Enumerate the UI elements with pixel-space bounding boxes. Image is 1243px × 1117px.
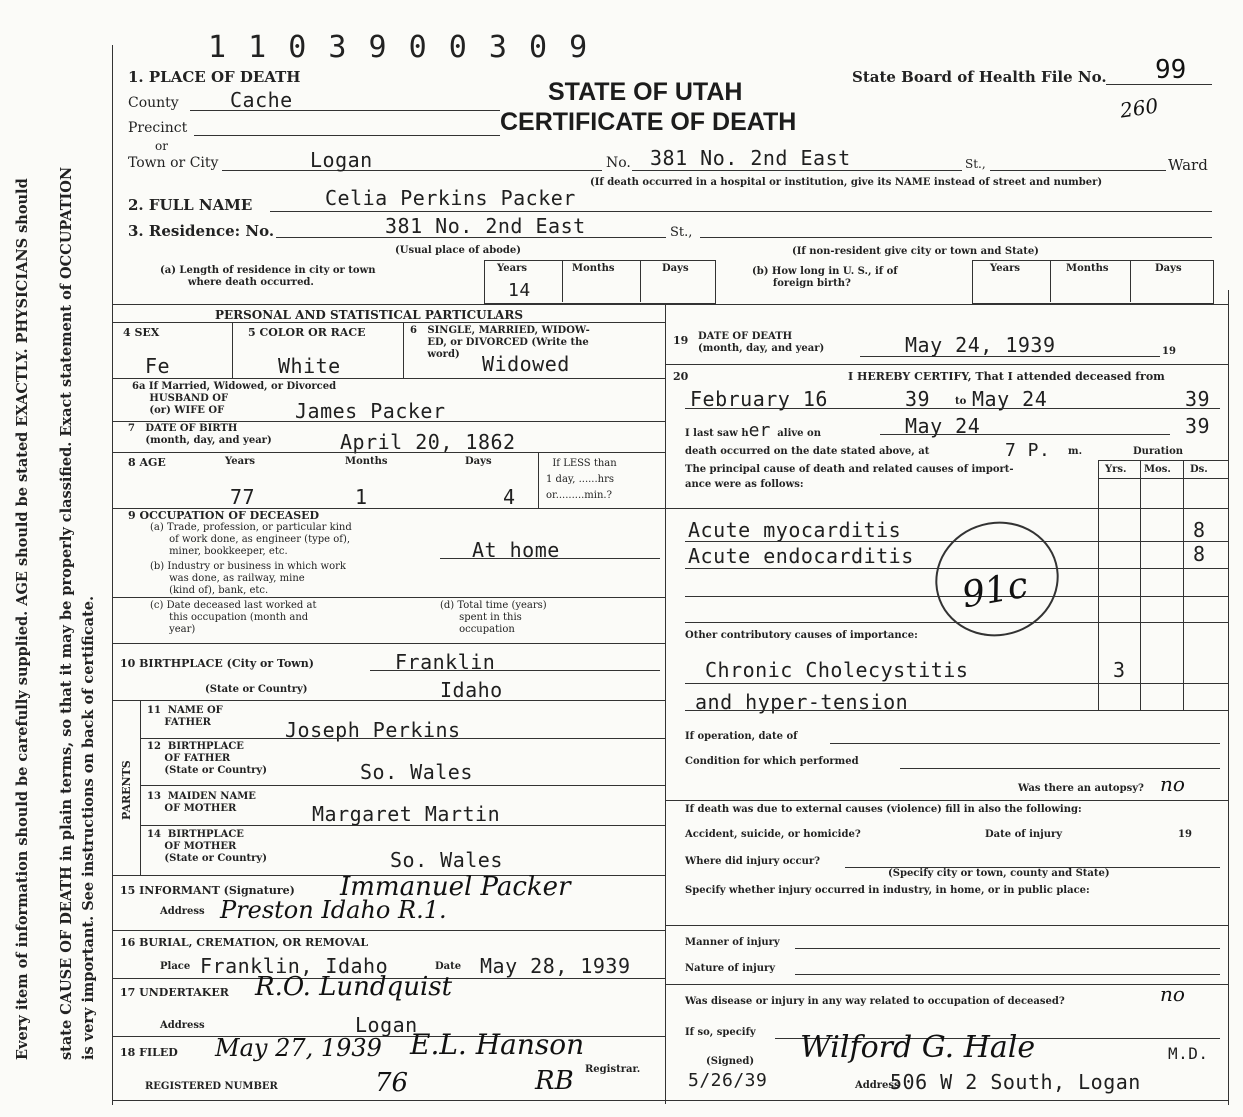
county-label: County — [128, 95, 179, 111]
cause-2: Acute endocarditis — [688, 544, 914, 568]
residence-st-label: St., — [670, 225, 693, 240]
manner-label: Manner of injury — [685, 937, 780, 948]
form-left-border — [112, 45, 113, 1105]
informant-address-label: Address — [160, 906, 205, 917]
us-months-label: Months — [1066, 263, 1109, 274]
abode-note: (Usual place of abode) — [395, 245, 521, 256]
birthplace-state-label: (State or Country) — [205, 684, 308, 695]
certificate-title: CERTIFICATE OF DEATH — [500, 108, 797, 136]
dod-suffix: 19 — [1162, 346, 1176, 357]
age-years-label: Years — [225, 456, 256, 467]
signed-date: 5/26/39 — [688, 1070, 768, 1091]
cause-2-days: 8 — [1193, 542, 1206, 566]
other-cause-1-years: 3 — [1113, 658, 1126, 682]
autopsy-value: no — [1160, 772, 1185, 796]
nonresident-note: (If non-resident give city or town and State) — [792, 246, 1039, 257]
injury-date-label: Date of injury — [985, 829, 1063, 840]
color-label: 5 COLOR OR RACE — [248, 326, 366, 339]
dod-label: DATE OF DEATH (month, day, and year) — [698, 331, 825, 354]
informant-address: Preston Idaho R.1. — [220, 896, 447, 924]
autopsy-label: Was there an autopsy? — [1018, 783, 1144, 794]
specify-label: If so, specify — [685, 1027, 756, 1038]
hospital-note: (If death occurred in a hospital or institution, give its NAME instead of street and number) — [590, 177, 1103, 188]
age-months-label: Months — [345, 456, 388, 467]
last-saw-label: I last saw her alive on — [685, 420, 821, 441]
file-no: 99 — [1155, 55, 1187, 85]
duration-label: Duration — [1133, 446, 1184, 457]
side-instructions-line-1: Every item of information should be carefully supplied. AGE should be stated EXACTLY. PHYSICIANS should — [14, 178, 31, 1060]
birthplace-city-value: Franklin — [395, 650, 496, 674]
certify-label: I HEREBY CERTIFY, That I attended deceased from — [848, 370, 1165, 383]
circled-code: 91c — [958, 564, 1032, 617]
side-instructions-line-2: state CAUSE OF DEATH in plain terms, so that it may be properly classified. Exact statement of OCCUPATION — [58, 166, 75, 1060]
last-saw-year: 39 — [1185, 414, 1211, 438]
county-value: Cache — [230, 88, 293, 112]
father-value: Joseph Perkins — [285, 718, 461, 742]
burial-place-label: Place — [160, 961, 191, 972]
residence-label: 3. Residence: No. — [128, 222, 275, 240]
father-label: 11 NAME OF FATHER — [147, 705, 223, 728]
father-birth-value: So. Wales — [360, 760, 473, 784]
registered-initials: RB — [535, 1066, 574, 1096]
town-value: Logan — [310, 148, 373, 172]
filed-date: May 27, 1939 — [215, 1034, 382, 1062]
physician-address: 506 W 2 South, Logan — [890, 1070, 1141, 1094]
res-months-label: Months — [572, 263, 615, 274]
to-label: to — [955, 396, 967, 407]
ds-label: Ds. — [1190, 464, 1208, 475]
dod-value: May 24, 1939 — [905, 333, 1056, 357]
occupation-value: At home — [472, 538, 560, 562]
occupation-related-value: no — [1160, 982, 1185, 1006]
accident-label: Accident, suicide, or homicide? — [685, 829, 861, 840]
attended-from-value: February 16 — [690, 387, 828, 411]
res-years-value: 14 — [508, 280, 531, 301]
age-label: 8 AGE — [128, 456, 166, 469]
nature-label: Nature of injury — [685, 963, 776, 974]
injury-where-note: (Specify city or town, county and State) — [888, 868, 1110, 879]
physician-signature: Wilford G. Hale — [800, 1030, 1036, 1065]
place-of-death-heading: 1. PLACE OF DEATH — [128, 68, 301, 86]
side-instructions-line-3: is very important. See instructions on back of certificate. — [80, 595, 97, 1060]
other-causes-label: Other contributory causes of importance: — [685, 630, 918, 641]
dob-value: April 20, 1862 — [340, 430, 516, 454]
form-right-border — [1228, 290, 1229, 1105]
color-value: White — [278, 354, 341, 378]
occupation-a-label: (a) Trade, profession, or particular kind of work done, as engineer (type of), miner, bookkeeper, etc. — [150, 522, 352, 557]
cause-1-days: 8 — [1193, 518, 1206, 542]
st-label: St., — [965, 157, 986, 171]
injury-year: 19 — [1178, 829, 1192, 840]
full-name-label: 2. FULL NAME — [128, 196, 253, 214]
death-time-value: 7 P. — [1005, 440, 1051, 461]
residence-length-label: (a) Length of residence in city or town where death occurred. — [160, 265, 376, 288]
dod-number: 19 — [673, 334, 689, 347]
birthplace-state-value: Idaho — [440, 678, 503, 702]
registrar-label: Registrar. — [585, 1064, 641, 1075]
undertaker-address-label: Address — [160, 1020, 205, 1031]
other-cause-1: Chronic Cholecystitis — [705, 658, 969, 682]
state-title: STATE OF UTAH — [548, 78, 743, 106]
from-year: 39 — [905, 387, 931, 411]
us-length-label: (b) How long in U. S., if of foreign birth? — [752, 266, 898, 289]
personal-heading: PERSONAL AND STATISTICAL PARTICULARS — [215, 308, 524, 322]
mother-birth-value: So. Wales — [390, 848, 503, 872]
signed-label: (Signed) — [706, 1056, 755, 1067]
registered-number-label: REGISTERED NUMBER — [145, 1081, 278, 1092]
us-years-label: Years — [990, 263, 1021, 274]
death-time-label: death occurred on the date stated above, at — [685, 446, 930, 457]
mother-value: Margaret Martin — [312, 802, 501, 826]
registered-number-value: 76 — [375, 1068, 409, 1098]
occupation-label: 9 OCCUPATION OF DECEASED — [128, 509, 320, 522]
cause-1: Acute myocarditis — [688, 518, 902, 542]
file-annotation: 260 — [1118, 93, 1160, 123]
age-less-label: If LESS than 1 day, ......hrs or.........min.? — [546, 458, 617, 501]
undertaker-signature: R.O. Lundquist — [255, 972, 453, 1002]
undertaker-label: 17 UNDERTAKER — [120, 986, 229, 999]
spouse-label: 6a If Married, Widowed, or Divorced HUSBAND OF (or) WIFE OF — [132, 381, 337, 416]
res-years-label: Years — [497, 263, 528, 274]
burial-date-value: May 28, 1939 — [480, 954, 631, 978]
town-label: Town or City — [128, 155, 219, 171]
occupation-related-label: Was disease or injury in any way related to occupation of deceased? — [685, 996, 1065, 1007]
last-saw-value: May 24 — [905, 414, 981, 438]
condition-label: Condition for which performed — [685, 756, 859, 767]
age-days-value: 4 — [503, 485, 516, 509]
undertaker-address-value: Logan — [355, 1013, 418, 1037]
dob-label: 7 DATE OF BIRTH (month, day, and year) — [128, 423, 272, 446]
marital-label: 6 SINGLE, MARRIED, WIDOW- ED, or DIVORCED (Write the word) — [410, 325, 590, 360]
attended-to-value: May 24 — [972, 387, 1048, 411]
informant-label: 15 INFORMANT (Signature) — [120, 884, 295, 897]
spouse-value: James Packer — [295, 399, 446, 423]
occupation-b-label: (b) Industry or business in which work was done, as railway, mine (kind of), bank, etc. — [150, 561, 346, 596]
res-days-label: Days — [662, 263, 689, 274]
age-years-value: 77 — [230, 485, 256, 509]
birthplace-label: 10 BIRTHPLACE (City or Town) — [120, 657, 314, 670]
sex-label: 4 SEX — [123, 326, 160, 339]
mos-label: Mos. — [1144, 464, 1171, 475]
operation-label: If operation, date of — [685, 731, 798, 742]
parents-side-label: PARENTS — [120, 760, 133, 820]
age-days-label: Days — [465, 456, 492, 467]
mother-label: 13 MAIDEN NAME OF MOTHER — [147, 791, 256, 814]
burial-date-label: Date — [435, 961, 462, 972]
external-causes-label: If death was due to external causes (violence) fill in also the following: — [685, 804, 1082, 815]
ward-label: Ward — [1168, 156, 1208, 174]
father-birth-label: 12 BIRTHPLACE OF FATHER (State or Country) — [147, 741, 267, 776]
street-no-label: No. — [606, 155, 631, 171]
m-label: m. — [1068, 446, 1083, 457]
serial-number: 1 1 0 3 9 0 0 3 0 9 — [208, 30, 590, 65]
marital-value: Widowed — [482, 352, 570, 376]
occupation-d-label: (d) Total time (years) spent in this occupation — [440, 600, 547, 635]
principal-cause-label: The principal cause of death and related causes of import- ance were as follows: — [685, 464, 1014, 490]
certify-number: 20 — [673, 370, 689, 383]
injury-where-label: Where did injury occur? — [685, 856, 821, 867]
informant-signature: Immanuel Packer — [340, 872, 571, 902]
other-cause-2: and hyper-tension — [695, 690, 909, 714]
physician-suffix: M.D. — [1168, 1044, 1209, 1063]
mother-birth-label: 14 BIRTHPLACE OF MOTHER (State or Country) — [147, 829, 267, 864]
filed-label: 18 FILED — [120, 1046, 178, 1059]
residence-value: 381 No. 2nd East — [385, 214, 586, 238]
full-name-value: Celia Perkins Packer — [325, 186, 576, 210]
file-no-label: State Board of Health File No. — [852, 68, 1107, 86]
burial-label: 16 BURIAL, CREMATION, OR REMOVAL — [120, 936, 369, 949]
age-months-value: 1 — [355, 485, 368, 509]
registrar-signature: E.L. Hanson — [410, 1028, 585, 1061]
us-days-label: Days — [1155, 263, 1182, 274]
sex-value: Fe — [145, 354, 171, 378]
burial-place-value: Franklin, Idaho — [200, 954, 389, 978]
yrs-label: Yrs. — [1105, 464, 1127, 475]
to-year: 39 — [1185, 387, 1211, 411]
physician-address-label: Address — [855, 1080, 900, 1091]
street-value: 381 No. 2nd East — [650, 146, 851, 170]
or-label: or — [155, 139, 168, 153]
occupation-c-label: (c) Date deceased last worked at this occupation (month and year) — [150, 600, 317, 635]
precinct-label: Precinct — [128, 120, 188, 136]
injury-industry-label: Specify whether injury occurred in industry, in home, or in public place: — [685, 885, 1090, 896]
